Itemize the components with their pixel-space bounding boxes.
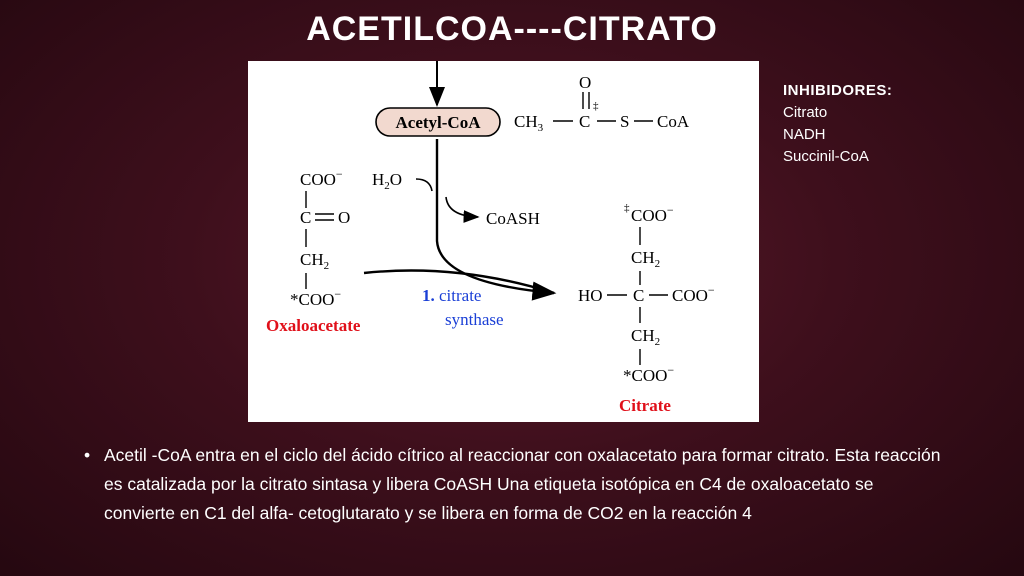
acetyl-ch3: $CH_3$ — [514, 112, 544, 134]
inhibitors-heading: INHIBIDORES: — [783, 82, 893, 99]
citrate-ch2-bottom: $CH_2$ — [631, 326, 661, 348]
inhibitors-box — [783, 80, 892, 168]
acetyl-dagger: ‡ — [593, 100, 599, 112]
reaction-diagram — [248, 61, 759, 422]
citrate-c: C — [633, 286, 645, 305]
reaction-svg — [248, 61, 759, 422]
bullet-marker: • — [84, 445, 91, 465]
water-label: $H_2O$ — [372, 170, 403, 192]
oxalo-o: O — [338, 208, 351, 227]
oxalo-c: C — [300, 208, 312, 227]
coash-label: CoASH — [486, 209, 540, 228]
citrate-ho: HO — [578, 286, 603, 305]
water-curve — [416, 179, 432, 191]
acetyl-coa-label: Acetyl-CoA — [395, 113, 481, 132]
acetyl-c: C — [579, 112, 591, 131]
citrate-ch2-top: $CH_2$ — [631, 248, 661, 270]
bullet-text: Acetil -CoA entra en el ciclo del ácido cítrico al reaccionar con oxalacetato para formar citrato. Esta reacción es catalizada por la citrato sintasa y libera CoASH Una etiqueta isotópica en C4 de oxaloacetato se convierte en C1 del alfa- cetoglutarato y se libera en forma de CO2 en la reacción 4 — [104, 445, 941, 523]
bullet-paragraph — [84, 441, 944, 528]
inhibitor-item: NADH — [783, 126, 826, 143]
citrate-coo-top: COO− — [631, 203, 674, 225]
oxalo-coo-bottom: *COO− — [290, 287, 342, 309]
citrate-dagger: ‡ — [624, 202, 630, 214]
acetyl-o: O — [579, 73, 592, 92]
acetyl-coa: CoA — [657, 112, 690, 131]
enzyme-line2: synthase — [445, 310, 504, 329]
citrate-name: Citrate — [619, 396, 671, 415]
oxalo-ch2: $CH_2$ — [300, 250, 330, 272]
inhibitor-item: Citrato — [783, 104, 828, 121]
enzyme-line1: 1. citrate — [422, 286, 482, 305]
citrate-coo-right: COO− — [672, 283, 715, 305]
oxaloacetate-name: Oxaloacetate — [266, 316, 361, 335]
citrate-coo-bottom: *COO− — [623, 363, 675, 385]
coash-arrow — [446, 197, 478, 217]
oxalo-coo-top: COO− — [300, 167, 343, 189]
slide-title: ACETILCOA----CITRATO — [306, 10, 718, 48]
acetyl-s: S — [620, 112, 630, 131]
inhibitor-item: Succinil-CoA — [783, 148, 869, 165]
